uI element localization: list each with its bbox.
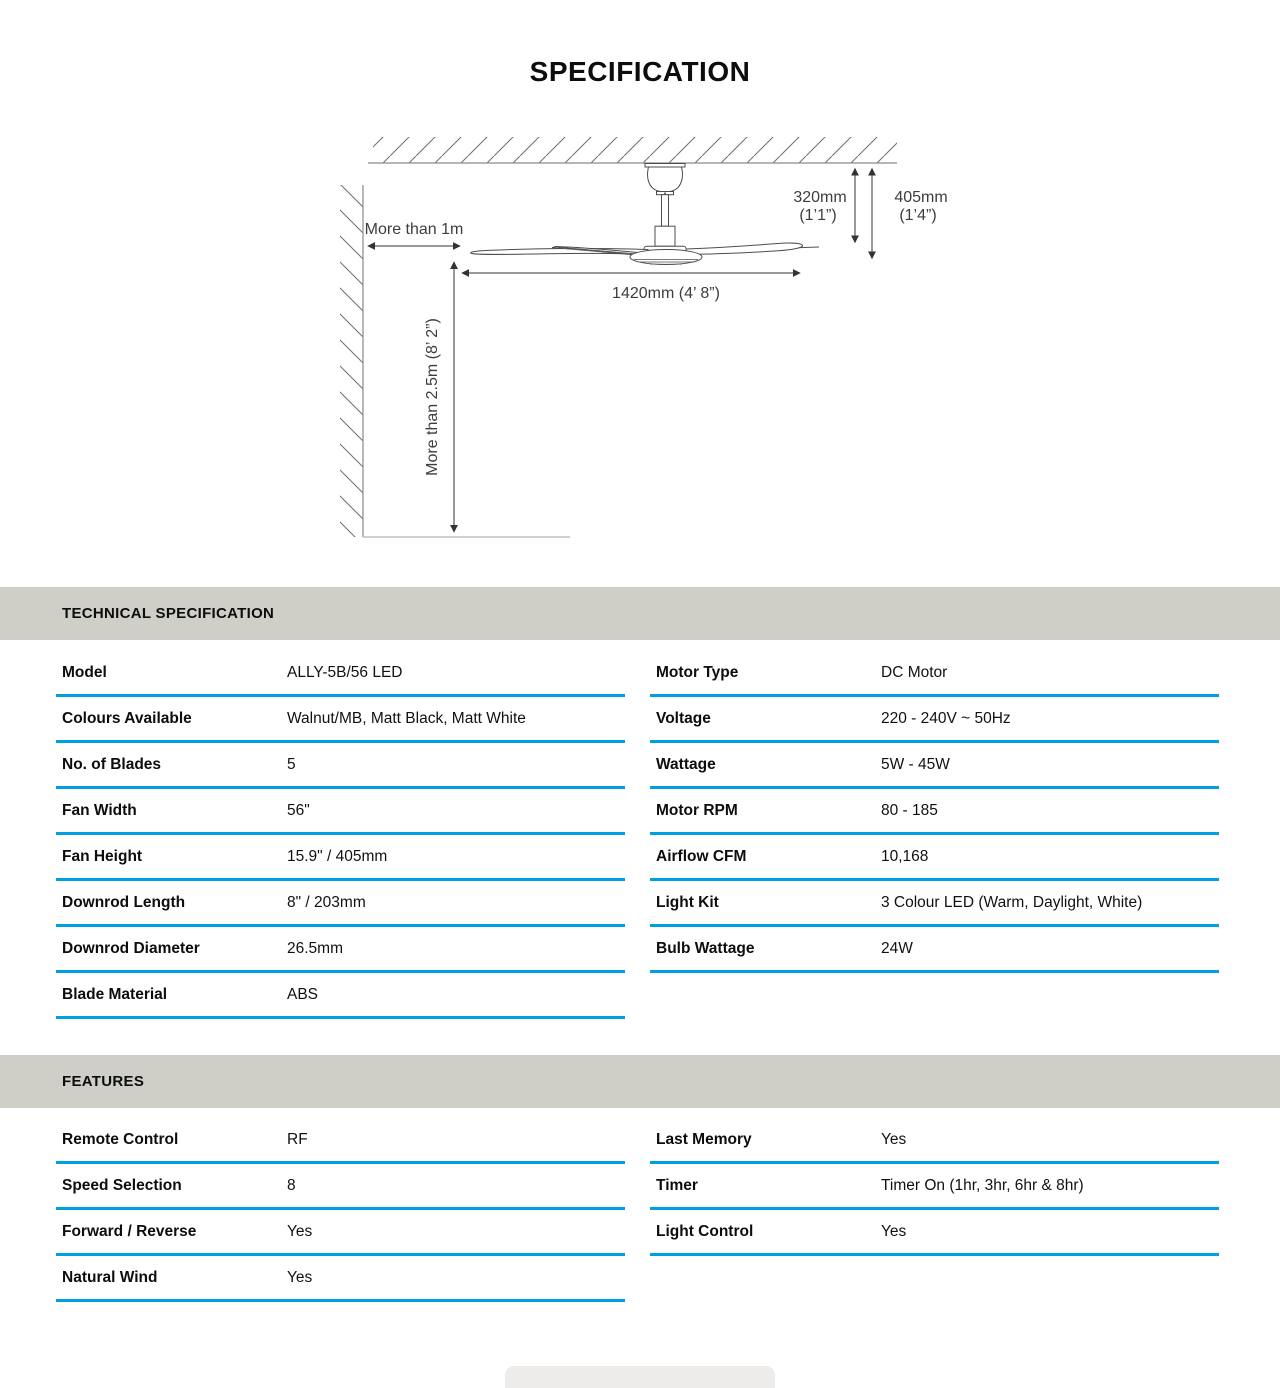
table-row (56, 697, 625, 743)
spec-value: 24W (881, 939, 913, 957)
dim-320mm-ft-label: (1’1”) (799, 207, 837, 224)
table-row (650, 1118, 1219, 1164)
spec-value: Yes (287, 1222, 313, 1240)
spec-value: 56" (287, 801, 310, 819)
dim-wall-clearance-label: More than 1m (364, 221, 464, 238)
dim-320mm-label: 320mm (793, 189, 847, 206)
spec-value: 220 - 240V ~ 50Hz (881, 709, 1011, 727)
spec-value: 15.9" / 405mm (287, 847, 388, 865)
spec-label: Last Memory (656, 1130, 752, 1148)
table-row (56, 973, 625, 1019)
table-row (56, 1164, 625, 1210)
dim-floor-clearance-label: More than 2.5m (8’ 2”) (424, 318, 441, 476)
dim-405mm-label: 405mm (894, 189, 948, 206)
fan-clearance-diagram (0, 0, 1280, 570)
table-row (56, 927, 625, 973)
spec-label: Motor RPM (656, 801, 738, 819)
spec-value: DC Motor (881, 663, 948, 681)
spec-label: Motor Type (656, 663, 739, 681)
technical-specification-header (0, 587, 1280, 640)
spec-label: Airflow CFM (656, 847, 747, 865)
table-row (650, 651, 1219, 697)
table-row (56, 1256, 625, 1302)
technical-specification-title: TECHNICAL SPECIFICATION (62, 605, 275, 622)
table-row (56, 1118, 625, 1164)
technical-spec-table-right (650, 651, 1219, 973)
spec-label: Downrod Diameter (62, 939, 200, 957)
page-title: SPECIFICATION (529, 56, 751, 87)
spec-value: ALLY-5B/56 LED (287, 663, 403, 681)
table-row (650, 927, 1219, 973)
ceiling-fan-drawing (471, 164, 819, 265)
table-row (56, 881, 625, 927)
table-row (56, 743, 625, 789)
spec-label: Voltage (656, 709, 711, 727)
features-table-right (650, 1118, 1219, 1256)
spec-label: Model (62, 663, 107, 681)
features-header (0, 1055, 1280, 1108)
spec-value: 10,168 (881, 847, 929, 865)
spec-label: Fan Height (62, 847, 143, 865)
spec-label: Blade Material (62, 985, 168, 1003)
table-row (56, 651, 625, 697)
bottom-button-partial[interactable] (505, 1366, 775, 1388)
spec-value: Timer On (1hr, 3hr, 6hr & 8hr) (881, 1176, 1084, 1194)
spec-label: No. of Blades (62, 755, 162, 773)
dim-fan-diameter-label: 1420mm (4’ 8”) (612, 285, 720, 302)
table-row (650, 881, 1219, 927)
spec-value: Yes (881, 1222, 907, 1240)
features-table-left (56, 1118, 625, 1302)
spec-value: 3 Colour LED (Warm, Daylight, White) (881, 893, 1143, 911)
spec-label: Colours Available (62, 709, 192, 727)
spec-value: 8 (287, 1176, 296, 1194)
spec-label: Remote Control (62, 1130, 179, 1148)
table-row (650, 1164, 1219, 1210)
spec-label: Forward / Reverse (62, 1222, 197, 1240)
spec-label: Fan Width (62, 801, 137, 819)
spec-value: 26.5mm (287, 939, 343, 957)
technical-spec-table-left (56, 651, 625, 1019)
table-row (650, 743, 1219, 789)
spec-value: RF (287, 1130, 308, 1148)
spec-label: Natural Wind (62, 1268, 158, 1286)
spec-label: Timer (656, 1176, 698, 1194)
table-row (650, 697, 1219, 743)
ceiling-hatch (368, 137, 897, 163)
table-row (56, 789, 625, 835)
spec-value: ABS (287, 985, 319, 1003)
dim-405mm-ft-label: (1’4”) (899, 207, 937, 224)
spec-label: Speed Selection (62, 1176, 182, 1194)
spec-value: Yes (287, 1268, 313, 1286)
features-title: FEATURES (62, 1073, 145, 1090)
table-row (56, 1210, 625, 1256)
spec-label: Downrod Length (62, 893, 186, 911)
spec-value: 8" / 203mm (287, 893, 366, 911)
spec-value: 5W - 45W (881, 755, 950, 773)
table-row (650, 835, 1219, 881)
spec-label: Wattage (656, 755, 716, 773)
table-row (650, 1210, 1219, 1256)
spec-value: Yes (881, 1130, 907, 1148)
spec-value: Walnut/MB, Matt Black, Matt White (287, 709, 526, 727)
spec-label: Light Kit (656, 893, 719, 911)
spec-value: 80 - 185 (881, 801, 938, 819)
spec-label: Light Control (656, 1222, 754, 1240)
table-row (56, 835, 625, 881)
spec-label: Bulb Wattage (656, 939, 755, 957)
table-row (650, 789, 1219, 835)
spec-value: 5 (287, 755, 296, 773)
